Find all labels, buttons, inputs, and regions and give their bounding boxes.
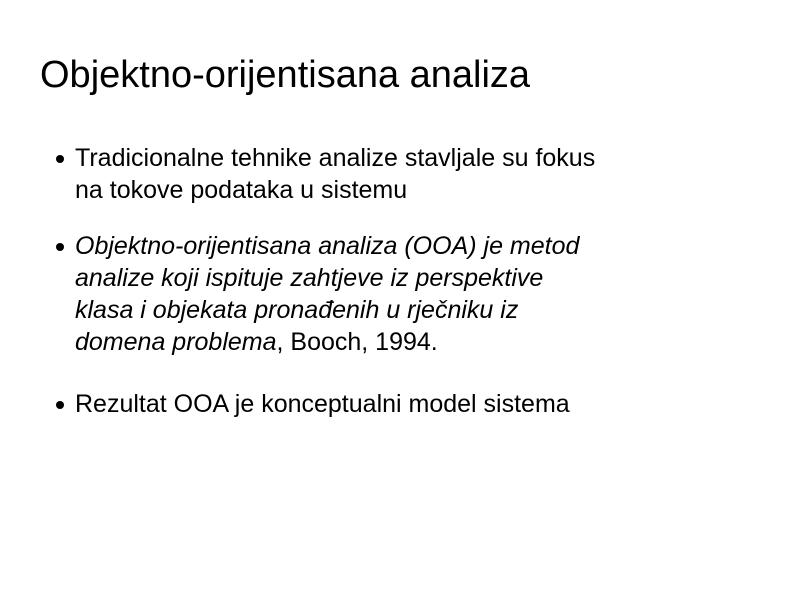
bullet-text bbox=[75, 142, 755, 206]
bullet-line: Rezultat OOA je konceptualni model sistema bbox=[75, 390, 570, 418]
bullet-line bbox=[75, 326, 755, 358]
bullet-dot-icon bbox=[56, 243, 64, 251]
bullet-text bbox=[75, 230, 755, 358]
bullet-line bbox=[75, 294, 755, 326]
bullet-line bbox=[75, 262, 755, 294]
bullet-text bbox=[75, 388, 755, 420]
bullet-line: na tokove podataka u sistemu bbox=[75, 176, 408, 204]
citation-text: , Booch, 1994. bbox=[276, 328, 438, 356]
bullet-dot-icon bbox=[56, 401, 64, 409]
definition-text: domena problema bbox=[75, 328, 277, 356]
bullet-line: Tradicionalne tehnike analize stavljale su fokus bbox=[75, 144, 596, 172]
definition-text: analize koji ispituje zahtjeve iz perspektive bbox=[75, 264, 544, 292]
bullet-line bbox=[75, 230, 755, 262]
definition-text: klasa i objekata pronađenih u rječniku iz bbox=[75, 296, 519, 324]
slide-title: Objektno-orijentisana analiza bbox=[40, 54, 531, 96]
definition-text: Objektno-orijentisana analiza (OOA) je metod bbox=[75, 232, 580, 260]
bullet-dot-icon bbox=[56, 155, 64, 163]
